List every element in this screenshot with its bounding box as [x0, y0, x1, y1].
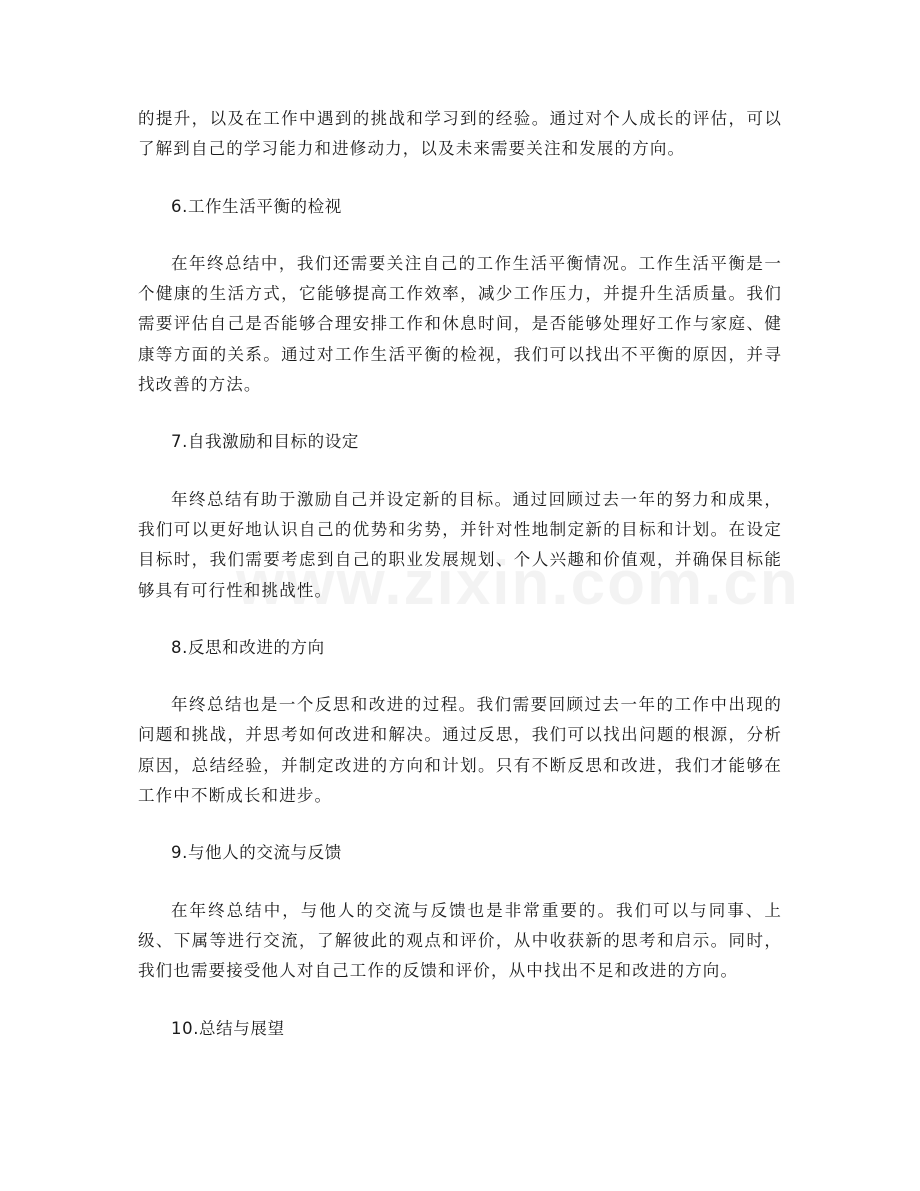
section-heading-7: 7.自我激励和目标的设定 — [171, 432, 359, 452]
paragraph-personal-growth-continued: 的提升，以及在工作中遇到的挑战和学习到的经验。通过对个人成长的评估，可以了解到自己的学习能力和进修动力，以及未来需要关注和发展的方向。 — [138, 109, 782, 159]
section-heading-10: 10.总结与展望 — [171, 1018, 285, 1038]
section-heading-9: 9.与他人的交流与反馈 — [171, 843, 342, 863]
paragraph-work-life-balance: 在年终总结中，我们还需要关注自己的工作生活平衡情况。工作生活平衡是一个健康的生活方式，它能够提高工作效率，减少工作压力，并提升生活质量。我们需要评估自己是否能够合理安排工作和休息时间，是否能够处理好工作与家庭、健康等方面的关系。通过对工作生活平衡的检视，我们可以找出不平衡的原因，并寻找改善的方法。 — [138, 253, 782, 395]
document-body — [138, 104, 782, 1044]
paragraph-communication-feedback: 在年终总结中，与他人的交流与反馈也是非常重要的。我们可以与同事、上级、下属等进行交流，了解彼此的观点和评价，从中收获新的思考和启示。同时，我们也需要接受他人对自己工作的反馈和评价，从中找出不足和改进的方向。 — [138, 900, 782, 981]
paragraph-self-motivation: 年终总结有助于激励自己并设定新的目标。通过回顾过去一年的努力和成果，我们可以更好地认识自己的优势和劣势，并针对性地制定新的目标和计划。在设定目标时，我们需要考虑到自己的职业发展规划、个人兴趣和价值观，并确保目标能够具有可行性和挑战性。 — [138, 489, 782, 600]
section-heading-6: 6.工作生活平衡的检视 — [171, 196, 342, 216]
paragraph-reflection: 年终总结也是一个反思和改进的过程。我们需要回顾过去一年的工作中出现的问题和挑战，并思考如何改进和解决。通过反思，我们可以找出问题的根源，分析原因，总结经验，并制定改进的方向和计划。只有不断反思和改进，我们才能够在工作中不断成长和进步。 — [138, 695, 782, 806]
section-heading-8: 8.反思和改进的方向 — [171, 637, 325, 657]
